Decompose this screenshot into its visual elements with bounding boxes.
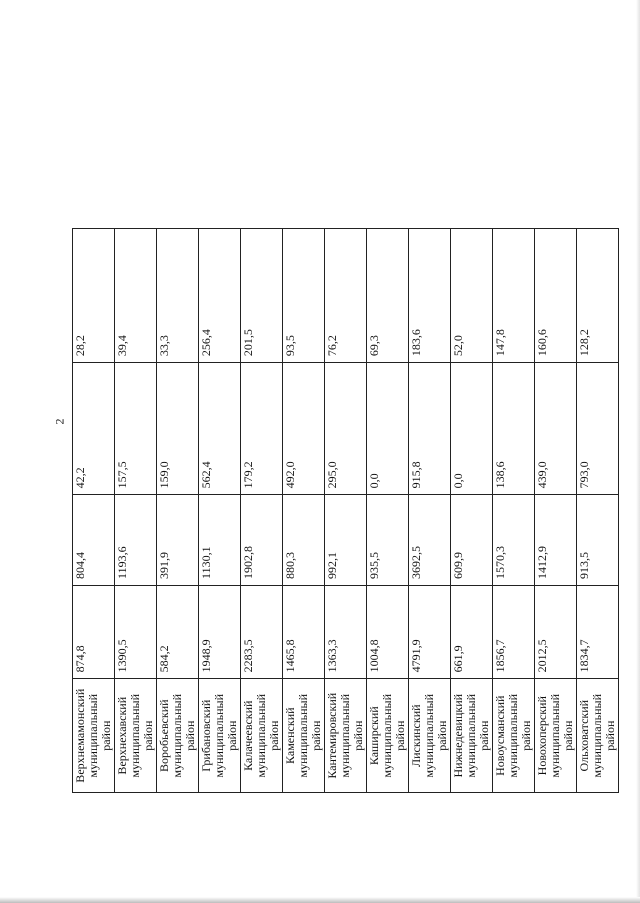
value-cell: 609,9 [451, 495, 493, 586]
value-cell: 147,8 [493, 229, 535, 363]
value-cell: 93,5 [283, 229, 325, 363]
page-number: 2 [52, 418, 67, 425]
district-name: Воробьевский муниципальный район [157, 679, 199, 793]
district-name: Лискинский муниципальный район [409, 679, 451, 793]
table-row [241, 31, 283, 793]
value-cell: 128,2 [577, 229, 619, 363]
value-cell: 661,9 [451, 585, 493, 678]
value-cell: 295,0 [325, 363, 367, 495]
value-cell: 1902,8 [241, 495, 283, 586]
table-row [535, 31, 577, 793]
district-name: Новоусманский муниципальный район [493, 679, 535, 793]
scan-edge-right [636, 0, 640, 903]
value-cell: 2012,5 [535, 585, 577, 678]
value-cell: 69,3 [367, 229, 409, 363]
table-body [73, 31, 619, 793]
value-cell: 33,3 [157, 229, 199, 363]
value-cell: 157,5 [115, 363, 157, 495]
value-cell: 1412,9 [535, 495, 577, 586]
value-cell: 160,6 [535, 229, 577, 363]
value-cell: 42,2 [73, 363, 115, 495]
value-cell: 804,4 [73, 495, 115, 586]
table-row [367, 31, 409, 793]
value-cell: 1948,9 [199, 585, 241, 678]
district-name: Грибановский муниципальный район [199, 679, 241, 793]
value-cell: 3692,5 [409, 495, 451, 586]
table-row [157, 31, 199, 793]
value-cell: 391,9 [157, 495, 199, 586]
district-name: Новохоперский муниципальный район [535, 679, 577, 793]
value-cell: 992,1 [325, 495, 367, 586]
value-cell: 562,4 [199, 363, 241, 495]
value-cell: 584,2 [157, 585, 199, 678]
value-cell: 1834,7 [577, 585, 619, 678]
value-cell: 935,5 [367, 495, 409, 586]
table-row [199, 31, 241, 793]
value-cell: 915,8 [409, 363, 451, 495]
value-cell: 201,5 [241, 229, 283, 363]
table-row [493, 31, 535, 793]
value-cell: 1130,1 [199, 495, 241, 586]
value-cell: 1390,5 [115, 585, 157, 678]
value-cell: 880,3 [283, 495, 325, 586]
table-row [73, 31, 115, 793]
value-cell: 39,4 [115, 229, 157, 363]
value-cell: 4791,9 [409, 585, 451, 678]
district-name: Верхнемамонский муниципальный район [73, 679, 115, 793]
value-cell: 1193,6 [115, 495, 157, 586]
district-name: Каменский муниципальный район [283, 679, 325, 793]
district-name: Каширский муниципальный район [367, 679, 409, 793]
table-row [451, 31, 493, 793]
budget-table [72, 30, 619, 793]
value-cell: 52,0 [451, 229, 493, 363]
district-name: Верхнехавский муниципальный район [115, 679, 157, 793]
table-row [283, 31, 325, 793]
table-row [325, 31, 367, 793]
value-cell: 1570,3 [493, 495, 535, 586]
value-cell: 439,0 [535, 363, 577, 495]
value-cell: 793,0 [577, 363, 619, 495]
value-cell: 179,2 [241, 363, 283, 495]
table-row [577, 31, 619, 793]
value-cell: 0,0 [367, 363, 409, 495]
table-row [409, 31, 451, 793]
value-cell: 874,8 [73, 585, 115, 678]
value-cell: 1004,8 [367, 585, 409, 678]
value-cell: 0,0 [451, 363, 493, 495]
value-cell: 2283,5 [241, 585, 283, 678]
district-name: Калачеевский муниципальный район [241, 679, 283, 793]
value-cell: 28,2 [73, 229, 115, 363]
value-cell: 1856,7 [493, 585, 535, 678]
value-cell: 256,4 [199, 229, 241, 363]
value-cell: 913,5 [577, 495, 619, 586]
rotated-table-wrapper [72, 30, 617, 793]
district-name: Нижнедевицкий муниципальный район [451, 679, 493, 793]
value-cell: 1363,3 [325, 585, 367, 678]
scan-edge-bottom [0, 897, 640, 903]
value-cell: 159,0 [157, 363, 199, 495]
table-row [115, 31, 157, 793]
value-cell: 183,6 [409, 229, 451, 363]
value-cell: 492,0 [283, 363, 325, 495]
district-name: Кантемировский муниципальный район [325, 679, 367, 793]
value-cell: 1465,8 [283, 585, 325, 678]
district-name: Ольховатский муниципальный район [577, 679, 619, 793]
value-cell: 76,2 [325, 229, 367, 363]
value-cell: 138,6 [493, 363, 535, 495]
